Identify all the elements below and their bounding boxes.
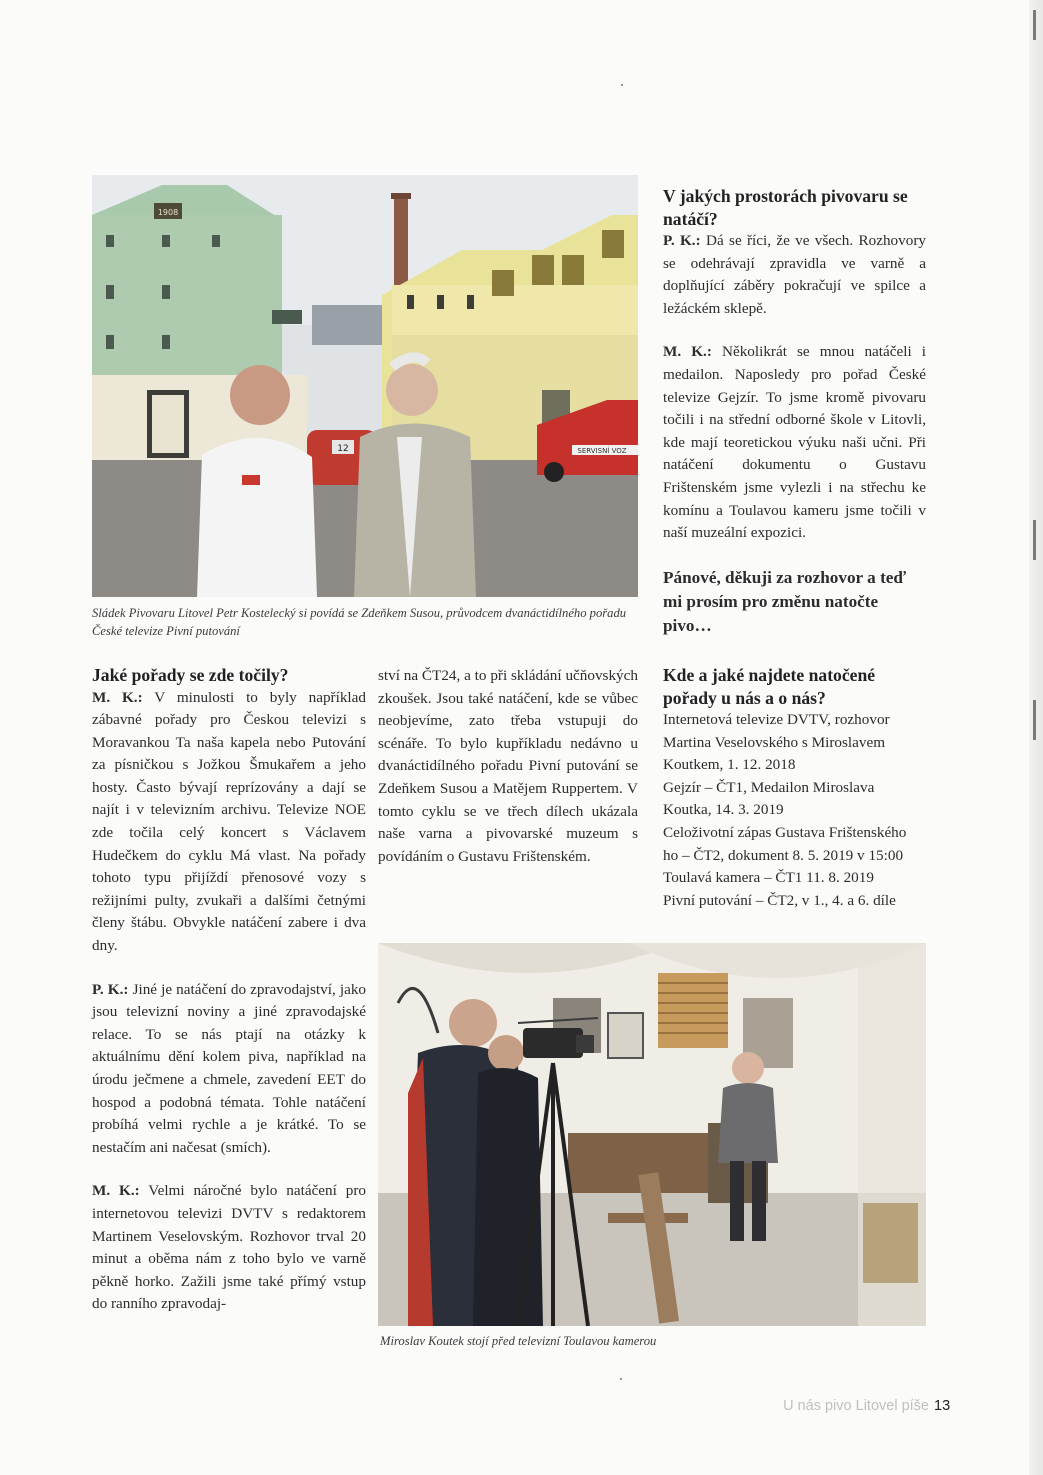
answer-text: Velmi náročné bylo natáčení pro internetovou televizi DVTV s redaktorem Martinem Veselovským. Rozhovor trval 20 minut a oběma nám z toho bylo ve varně pěkně horko. Zažili jsme také přímý vstup do ranního zpravodaj- — [92, 1182, 366, 1313]
speaker-mk: M. K.: — [92, 688, 143, 706]
pallet-number: 12 — [337, 444, 349, 454]
photo2-caption: Miroslav Koutek stojí před televizní Toulavou kamerou — [380, 1334, 657, 1348]
answer-text: Několikrát se mnou natáčeli i medailon. Naposledy pro pořad České televize Gejzír. To jsme kromě pivovaru točili i na střední odborné škole v Litovli, kde mají teoretickou výuku naši učni. Při natáčení dokumentu o Gustavu Frištenském jsme vylezli i na střechu ke komínu a Toulavou kameru jsme točili v naší muzeální expozici. — [663, 343, 926, 542]
list-line: Pivní putování – ČT2, v 1., 4. a 6. díle — [663, 891, 896, 909]
programs-list-block — [663, 664, 933, 912]
list-line: Toulavá kamera – ČT1 11. 8. 2019 — [663, 869, 874, 887]
magazine-footer: U nás pivo Litovel píše — [783, 1398, 929, 1414]
scan-edge — [1029, 0, 1043, 1475]
photo1-caption: Sládek Pivovaru Litovel Petr Kostelecký si povídá se Zdeňkem Susou, průvodcem dvanáctidílného pořadu České televize Pivní putování — [92, 606, 627, 638]
scan-mark — [1033, 700, 1036, 740]
courtyard-illustration — [92, 175, 638, 597]
answer-continuation: ství na ČT24, a to při skládání učňovských zkoušek. Jsou také natáčení, kde se vůbec neobjevíme, zato třeba vstupuji do scénáře. To bylo kupříkladu nedávno u dvanáctidílného pořadu Pivní putování se Zdeňkem Susou a Matějem Ruppertem. V tomto cyklu se ve třech dílech ukázala naše varna a pivovarské muzeum s povídáním o Gustavu Frištenském. — [378, 667, 638, 865]
list-line: ho – ČT2, dokument 8. 5. 2019 v 15:00 — [663, 846, 904, 864]
scan-mark — [1033, 520, 1036, 560]
answer-text: Jiné je natáčení do zpravodajství, jako jsou televizní noviny a jiné zpravodajské relace. To se nás ptají na otázky k aktuálnímu dění kolem piva, například na úrodu ječmene a chmele, zavedení EET do hospod a podobná témata. Tohle natáčení probíhá velmi rychle a je krátké. To se nestačím ani načesat (smích). — [92, 980, 367, 1156]
list-line: Gejzír – ČT1, Medailon Miroslava — [663, 778, 875, 796]
list-line: Martina Veselovského s Miroslavem — [663, 733, 886, 751]
right-column — [663, 185, 926, 659]
closing-question: Pánové, děkuji za rozhovor a teď mi prosím pro změnu natočte pivo… — [663, 567, 907, 635]
speaker-pk: P. K.: — [663, 232, 701, 249]
list-line: Internetová televize DVTV, rozhovor — [663, 711, 890, 728]
speaker-pk: P. K.: — [92, 980, 129, 998]
brewery-courtyard-photo — [92, 175, 638, 597]
list-line: Koutka, 14. 3. 2019 — [663, 801, 784, 819]
van-lettering: SERVISNÍ VOZ — [577, 447, 627, 455]
list-line: Koutkem, 1. 12. 2018 — [663, 756, 796, 774]
left-column — [92, 664, 366, 1337]
museum-filming-photo — [378, 943, 926, 1326]
page-number: 13 — [934, 1398, 951, 1414]
question-heading: Kde a jaké najdete natočené pořady u nás a o nás? — [663, 665, 876, 708]
building-year-plaque: 1908 — [157, 208, 179, 217]
list-line: Celoživotní zápas Gustava Frištenského — [663, 823, 907, 841]
speaker-mk: M. K.: — [92, 1182, 140, 1200]
museum-illustration — [378, 943, 926, 1326]
answer-text: Dá se říci, že ve všech. Rozhovory se odehrávají zpravidla ve varně a doplňující záběry pokračují ve spilce a ležáckém sklepě. — [663, 232, 926, 317]
speaker-mk: M. K.: — [663, 343, 712, 361]
question-heading: Jaké pořady se zde točily? — [92, 665, 289, 685]
middle-column — [378, 665, 638, 889]
scan-mark — [1033, 10, 1036, 40]
scan-speck — [621, 84, 623, 86]
answer-text: V minulosti to byly například zábavné pořady pro Českou televizi s Moravankou Ta naša kapela nebo Putování za písničkou s Jožkou Šmukařem a jeho hosty. Často bývají reprízovány a dají se najít i v televizním archivu. Televize NOE zde točila celý koncert s Václavem Hudečkem do cyklu Má vlast. Na pořady tohoto typu přijíždí přenosové vozy s režijními pulty, zvukaři a dalšími četnými členy štábu. Obvykle natáčení zabere i dva dny. — [92, 688, 366, 955]
scan-speck — [620, 1378, 622, 1380]
question-heading: V jakých prostorách pivovaru se natáčí? — [663, 186, 908, 229]
